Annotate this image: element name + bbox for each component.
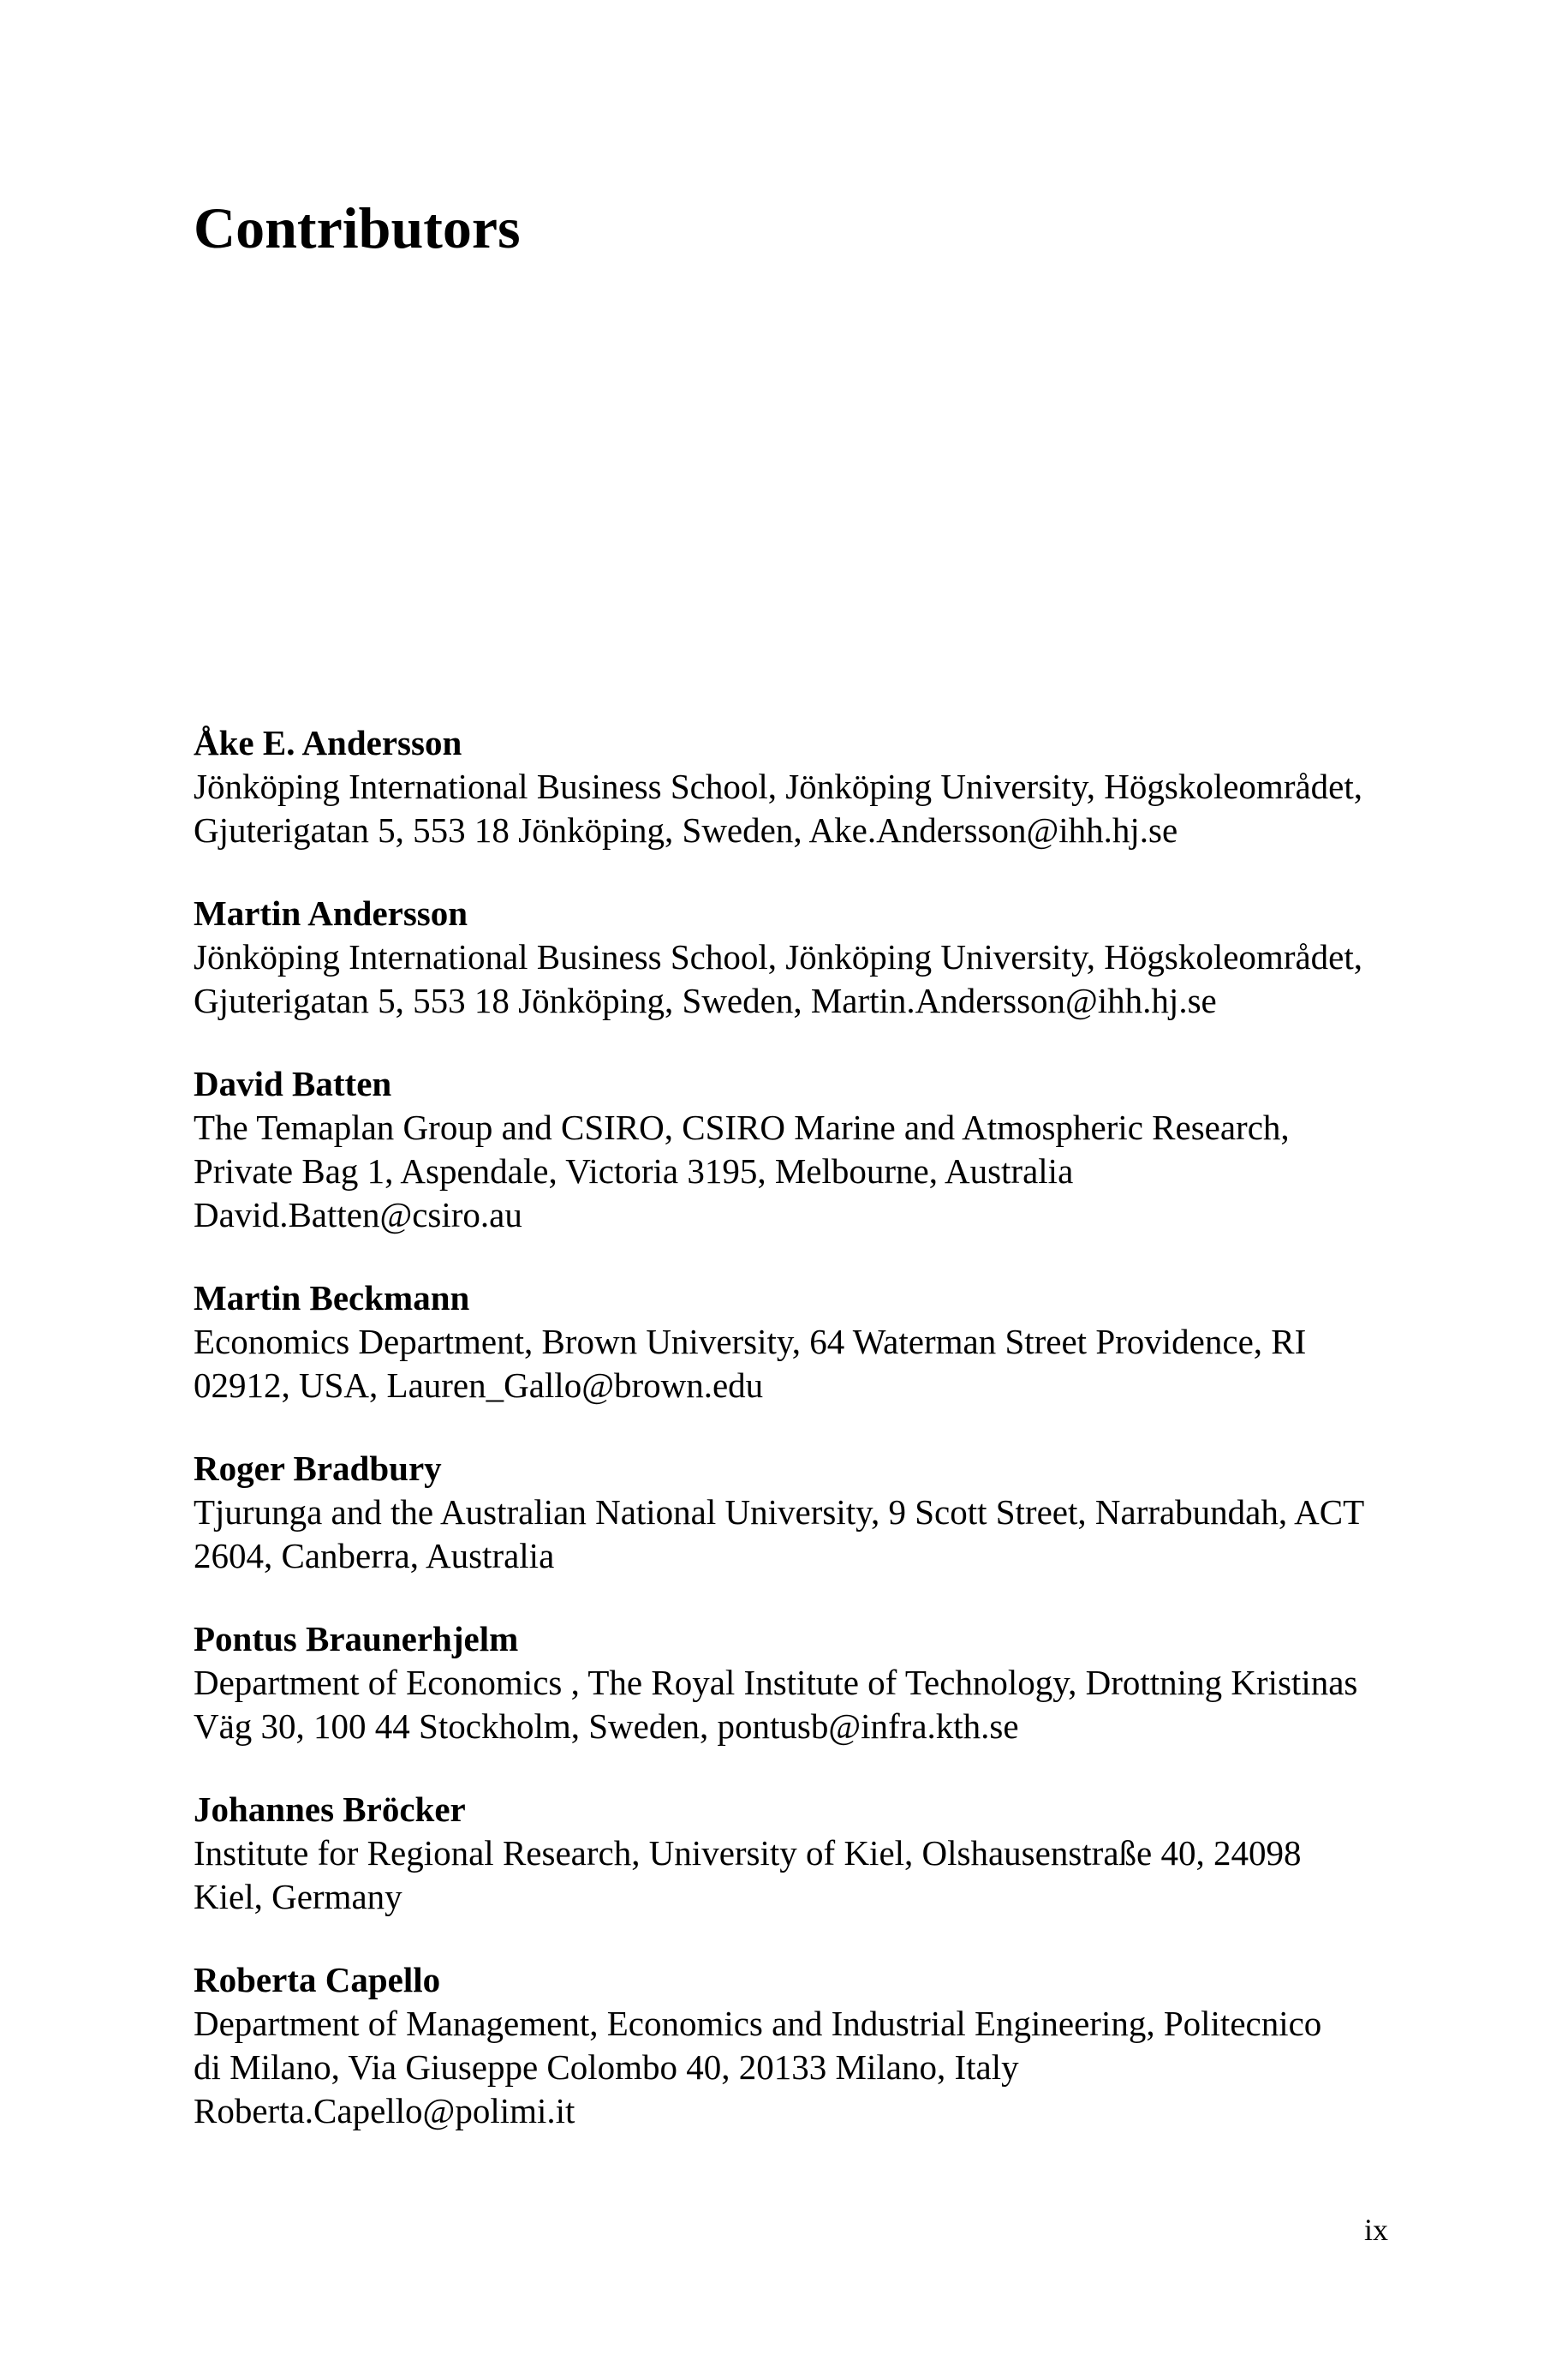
contributor-affiliation-line: Institute for Regional Research, University of Kiel, Olshausenstraße 40, 24098 <box>194 1833 1302 1873</box>
contributor-affiliation-line: Department of Management, Economics and Industrial Engineering, Politecnico <box>194 2004 1322 2043</box>
contributor-affiliation-line: Kiel, Germany <box>194 1877 402 1916</box>
contributor-name: Roberta Capello <box>194 1960 441 1999</box>
page-number: ix <box>1363 2213 1388 2247</box>
contributor-name: David Batten <box>194 1064 392 1103</box>
contributor-entry <box>194 1276 1389 1407</box>
contributor-affiliation-line: Väg 30, 100 44 Stockholm, Sweden, pontusb@infra.kth.se <box>194 1706 1019 1746</box>
contributor-name: Roger Bradbury <box>194 1449 442 1488</box>
contributor-entry <box>194 1447 1389 1578</box>
contributor-name: Pontus Braunerhjelm <box>194 1619 519 1658</box>
contributor-affiliation-line: di Milano, Via Giuseppe Colombo 40, 20133 Milano, Italy <box>194 2047 1019 2087</box>
contributor-email: Roberta.Capello@polimi.it <box>194 2091 575 2130</box>
contributor-entry <box>194 1958 1389 2133</box>
contributor-entry <box>194 1062 1389 1237</box>
contributor-list <box>194 721 1389 2172</box>
contributor-entry <box>194 1788 1389 1919</box>
contributor-affiliation-line: 02912, USA, Lauren_Gallo@brown.edu <box>194 1365 764 1405</box>
contributor-name: Åke E. Andersson <box>194 723 462 762</box>
contributor-affiliation-line: Gjuterigatan 5, 553 18 Jönköping, Sweden, Martin.Andersson@ihh.hj.se <box>194 981 1217 1020</box>
contributor-name: Martin Andersson <box>194 893 468 933</box>
contributor-affiliation-line: Jönköping International Business School, Jönköping University, Högskoleområdet, <box>194 937 1363 977</box>
contributor-entry <box>194 1617 1389 1748</box>
contributor-entry <box>194 892 1389 1023</box>
contributor-email: David.Batten@csiro.au <box>194 1195 522 1234</box>
contributor-affiliation-line: Private Bag 1, Aspendale, Victoria 3195, Melbourne, Australia <box>194 1151 1074 1191</box>
contributor-affiliation-line: Jönköping International Business School, Jönköping University, Högskoleområdet, <box>194 767 1363 806</box>
page-title: Contributors <box>194 195 521 260</box>
contributor-affiliation-line: Economics Department, Brown University, 64 Waterman Street Providence, RI <box>194 1322 1307 1361</box>
contributor-affiliation-line: 2604, Canberra, Australia <box>194 1536 555 1575</box>
contributor-affiliation-line: Department of Economics , The Royal Institute of Technology, Drottning Kristinas <box>194 1663 1358 1702</box>
contributor-name: Martin Beckmann <box>194 1278 470 1317</box>
contributor-name: Johannes Bröcker <box>194 1789 466 1829</box>
contributor-affiliation-line: Gjuterigatan 5, 553 18 Jönköping, Sweden, Ake.Andersson@ihh.hj.se <box>194 810 1178 850</box>
contributor-entry <box>194 721 1389 852</box>
contributor-affiliation-line: Tjurunga and the Australian National University, 9 Scott Street, Narrabundah, ACT <box>194 1492 1365 1532</box>
contributor-affiliation-line: The Temaplan Group and CSIRO, CSIRO Marine and Atmospheric Research, <box>194 1108 1290 1147</box>
